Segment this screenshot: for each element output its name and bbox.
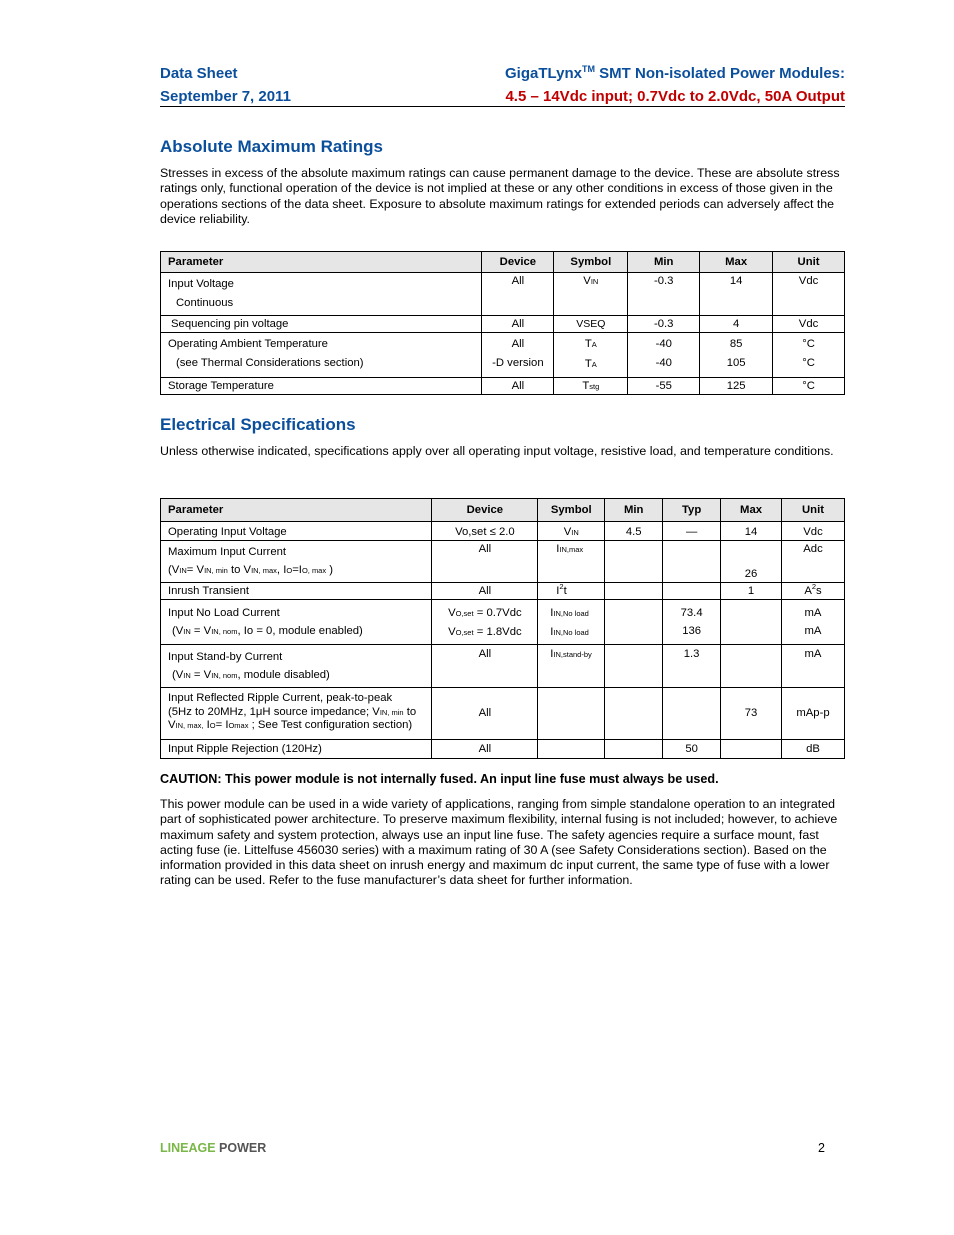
symbol-cell <box>538 600 605 645</box>
header-left <box>160 62 291 108</box>
cond-text: = V <box>190 625 212 637</box>
param-cell <box>161 333 482 378</box>
device-cell: All <box>482 378 554 395</box>
cond-sub: O <box>209 721 216 730</box>
min-cell <box>605 541 663 583</box>
trademark: TM <box>581 64 595 74</box>
device-sub: O,set <box>455 628 474 637</box>
brand-lineage: LINEAGE <box>160 1141 216 1155</box>
unit-cell: mA <box>782 645 845 688</box>
min-cell: -0.3 <box>628 273 700 316</box>
table-row <box>161 273 845 316</box>
table-row <box>161 522 845 541</box>
es-table <box>160 498 845 759</box>
param-cell <box>161 688 432 740</box>
cond-text: to V <box>227 564 252 576</box>
unit-cell: Vdc <box>773 273 845 316</box>
cond-sub: IN, max, <box>175 721 204 730</box>
max-cell: 1 <box>721 583 782 600</box>
param-name: Maximum Input Current <box>168 546 287 558</box>
unit-cell <box>782 583 845 600</box>
col-symbol: Symbol <box>538 499 605 522</box>
symbol: I <box>550 626 554 638</box>
symbol: V <box>583 275 591 287</box>
device-value: ≤ 2.0 <box>486 526 515 538</box>
typ-cell: — <box>663 522 721 541</box>
symbol-cell <box>538 739 605 758</box>
page-number: 2 <box>818 1141 825 1155</box>
col-symbol: Symbol <box>554 252 628 273</box>
symbol-sub: stg <box>589 382 600 391</box>
param-name: Input No Load Current <box>168 607 280 619</box>
unit-cell: °C <box>773 378 845 395</box>
param-cell <box>161 541 432 583</box>
device-value: All <box>511 338 525 350</box>
cond-text: to <box>403 705 417 718</box>
device-cell: All <box>482 316 554 333</box>
param-cell <box>161 645 432 688</box>
unit-cell <box>773 333 845 378</box>
cond-sub: IN <box>183 627 191 636</box>
cond-text: I <box>203 719 210 731</box>
device-cell <box>432 522 538 541</box>
unit-cell: Vdc <box>782 522 845 541</box>
symbol: I <box>550 607 554 619</box>
col-device: Device <box>432 499 538 522</box>
param-cell: Inrush Transient <box>161 583 432 600</box>
cond-sub: Omax <box>228 721 249 730</box>
param-name: Operating Ambient Temperature <box>168 338 328 350</box>
symbol-cell <box>554 378 628 395</box>
param-condition <box>168 666 425 685</box>
cond-text: , I <box>276 564 287 576</box>
min-cell <box>605 739 663 758</box>
typ-cell <box>663 541 721 583</box>
doc-type: Data Sheet <box>160 65 238 82</box>
min-cell <box>605 600 663 645</box>
device-sub: O,set <box>455 609 474 618</box>
col-typ: Typ <box>663 499 721 522</box>
cond-sub: IN, min <box>379 707 404 717</box>
max-cell <box>700 333 773 378</box>
symbol-sup: 2 <box>559 582 564 591</box>
symbol-sub: IN <box>590 277 599 286</box>
unit-value: mA <box>804 607 822 619</box>
typ-cell <box>663 688 721 740</box>
col-parameter: Parameter <box>161 252 482 273</box>
table-row <box>161 541 845 583</box>
max-cell: 4 <box>700 316 773 333</box>
unit-cell: Adc <box>782 541 845 583</box>
param-name: Input Stand-by Current <box>168 651 283 663</box>
min-cell <box>605 688 663 740</box>
cond-sub: IN, max <box>251 566 277 575</box>
cond-sub: IN, nom <box>211 627 238 636</box>
max-cell: 26 <box>721 541 782 583</box>
typ-cell <box>663 583 721 600</box>
col-parameter: Parameter <box>161 499 432 522</box>
brand-name: GigaTLynx <box>505 65 582 82</box>
min-cell: 4.5 <box>605 522 663 541</box>
cond-text: (V <box>172 625 184 637</box>
max-cell: 14 <box>721 522 782 541</box>
cond-sub: IN, min <box>204 566 228 575</box>
device-var: Vo,set <box>455 526 487 538</box>
max-cell: 14 <box>700 273 773 316</box>
device-cell: All <box>482 273 554 316</box>
cond-text: (V <box>168 564 180 576</box>
unit-value: mA <box>804 625 822 637</box>
device-cell: All <box>432 541 538 583</box>
device-cell <box>432 600 538 645</box>
symbol: I <box>556 585 560 597</box>
col-unit: Unit <box>773 252 845 273</box>
unit-value: A <box>804 585 812 597</box>
param-cell <box>161 600 432 645</box>
symbol-cell: VSEQ <box>554 316 628 333</box>
cond-text: ; See Test configuration section) <box>248 719 413 731</box>
amr-intro: Stresses in excess of the absolute maximum ratings can cause permanent damage to the device. These are absolute stress ratings only, functional operation of the device is not implied at these or any other conditions in excess of those given in the operations sections of the data sheet. Exposure to absolute maximum ratings for extended periods can adversely affect the device reliability. <box>160 166 840 227</box>
symbol: T <box>584 338 592 350</box>
header-right <box>505 62 845 108</box>
device-value: -D version <box>492 357 544 369</box>
symbol-cell <box>554 333 628 378</box>
unit-cell: mAp-p <box>782 688 845 740</box>
col-min: Min <box>605 499 663 522</box>
symbol-sub: IN,No load <box>553 628 589 637</box>
symbol-cell <box>538 541 605 583</box>
param-name: Input Reflected Ripple Current, peak-to-peak <box>168 692 393 704</box>
es-intro: Unless otherwise indicated, specifications apply over all operating input voltage, resistive load, and temperature conditions. <box>160 444 834 458</box>
min-cell <box>605 645 663 688</box>
table-row <box>161 600 845 645</box>
max-value: 85 <box>729 338 743 350</box>
param-condition <box>168 719 425 733</box>
cond-text: = V <box>186 564 205 576</box>
product-title <box>505 62 845 85</box>
typ-cell: 50 <box>663 739 721 758</box>
unit-value: °C <box>802 357 815 369</box>
device-value: = 1.8Vdc <box>473 626 522 638</box>
cond-sub: IN <box>183 671 191 680</box>
min-cell <box>628 333 700 378</box>
param-cell: Storage Temperature <box>161 378 482 395</box>
min-cell <box>605 583 663 600</box>
col-device: Device <box>482 252 554 273</box>
symbol: I <box>556 543 560 555</box>
footer-logo <box>160 1141 266 1155</box>
doc-date: September 7, 2011 <box>160 88 291 105</box>
cond-text: = I <box>215 719 229 731</box>
amr-heading: Absolute Maximum Ratings <box>160 137 383 156</box>
cond-text: ) <box>326 564 334 576</box>
col-max: Max <box>700 252 773 273</box>
typ-value: 136 <box>682 625 702 637</box>
param-condition <box>168 622 425 641</box>
cond-text: =I <box>292 564 302 576</box>
max-cell: 73 <box>721 688 782 740</box>
typ-cell: 1.3 <box>663 645 721 688</box>
device-cell <box>482 333 554 378</box>
caution-heading: CAUTION: This power module is not internally fused. An input line fuse must always be used. <box>160 772 719 786</box>
param-condition <box>168 706 425 720</box>
device-var: V <box>448 626 456 638</box>
cond-text: (5Hz to 20MHz, 1μH source impedance; V <box>168 705 380 718</box>
table-row <box>161 583 845 600</box>
max-cell: 125 <box>700 378 773 395</box>
param-cell: Sequencing pin voltage <box>161 316 482 333</box>
unit-cell: dB <box>782 739 845 758</box>
cond-sub: IN, nom <box>211 671 238 680</box>
es-header-row <box>161 499 845 522</box>
max-cell <box>721 739 782 758</box>
symbol-sub: IN,No load <box>553 609 589 618</box>
symbol: T <box>582 380 590 392</box>
cond-sub: O <box>286 566 293 575</box>
device-cell: All <box>432 645 538 688</box>
cond-sub: O, max <box>301 566 327 575</box>
table-row <box>161 378 845 395</box>
cond-text: V <box>168 719 176 731</box>
product-subtitle: 4.5 – 14Vdc input; 0.7Vdc to 2.0Vdc, 50A Output <box>505 88 845 105</box>
unit-cell <box>782 600 845 645</box>
max-cell <box>721 645 782 688</box>
cond-sub: IN <box>179 566 187 575</box>
param-cell: Operating Input Voltage <box>161 522 432 541</box>
max-value: 105 <box>726 357 746 369</box>
cond-text: = V <box>190 669 212 681</box>
unit-sup: 2 <box>811 582 817 591</box>
title-rest: SMT Non-isolated Power Modules: <box>594 65 845 82</box>
col-unit: Unit <box>782 499 845 522</box>
symbol-sub: IN <box>571 528 579 537</box>
typ-cell <box>663 600 721 645</box>
symbol: I <box>550 648 554 660</box>
min-cell: -55 <box>628 378 700 395</box>
max-cell <box>721 600 782 645</box>
symbol-sub: IN,stand-by <box>553 650 592 659</box>
min-value: -40 <box>655 338 672 350</box>
cond-text: (V <box>172 669 184 681</box>
symbol-cell <box>538 583 605 600</box>
table-row <box>161 645 845 688</box>
table-row <box>161 333 845 378</box>
device-value: = 0.7Vdc <box>473 607 522 619</box>
amr-header-row <box>161 252 845 273</box>
table-row <box>161 688 845 740</box>
symbol-rest: t <box>563 585 567 597</box>
symbol-cell <box>538 645 605 688</box>
symbol-cell <box>554 273 628 316</box>
symbol: V <box>563 526 572 538</box>
col-min: Min <box>628 252 700 273</box>
symbol: T <box>584 358 592 370</box>
min-value: -40 <box>655 357 672 369</box>
table-row <box>161 739 845 758</box>
col-max: Max <box>721 499 782 522</box>
symbol-sub: A <box>591 340 597 349</box>
unit-value: °C <box>802 338 815 350</box>
typ-value: 73.4 <box>680 607 703 619</box>
cond-text: , Io = 0, module enabled) <box>237 625 363 637</box>
device-cell: All <box>432 739 538 758</box>
device-cell: All <box>432 583 538 600</box>
param-condition: (see Thermal Considerations section) <box>176 357 364 369</box>
device-var: V <box>448 607 456 619</box>
param-cell: Input Ripple Rejection (120Hz) <box>161 739 432 758</box>
es-heading: Electrical Specifications <box>160 415 356 434</box>
symbol-sub: IN,max <box>559 545 584 554</box>
param-condition: Continuous <box>176 297 234 309</box>
symbol-cell <box>538 688 605 740</box>
device-cell: All <box>432 688 538 740</box>
table-row <box>161 316 845 333</box>
fuse-paragraph: This power module can be used in a wide variety of applications, ranging from simple standalone operation to an integrated part of sophisticated power architecture. To preserve maximum flexibility, internal fusing is not included; however, to achieve maximum safety and system protection, always use an input line fuse. The safety agencies require a surface mount, fast acting fuse (ie. Littelfuse 456030 series) with a maximum rating of 30 A (see Safety Considerations section). Based on the information provided in this data sheet on inrush energy and maximum dc input current, the same type of fuse with a lower rating can be used. Refer to the fuse manufacturer’s data sheet for further information. <box>160 797 838 888</box>
param-name: Input Voltage <box>168 278 234 290</box>
param-condition <box>168 561 425 580</box>
unit-cell: Vdc <box>773 316 845 333</box>
header-rule <box>160 106 845 107</box>
unit-rest: s <box>816 585 822 597</box>
brand-power: POWER <box>215 1141 267 1155</box>
cond-text: , module disabled) <box>237 669 330 681</box>
param-cell <box>161 273 482 316</box>
symbol-sub: A <box>591 360 597 369</box>
amr-table <box>160 251 845 395</box>
symbol-cell <box>538 522 605 541</box>
min-cell: -0.3 <box>628 316 700 333</box>
